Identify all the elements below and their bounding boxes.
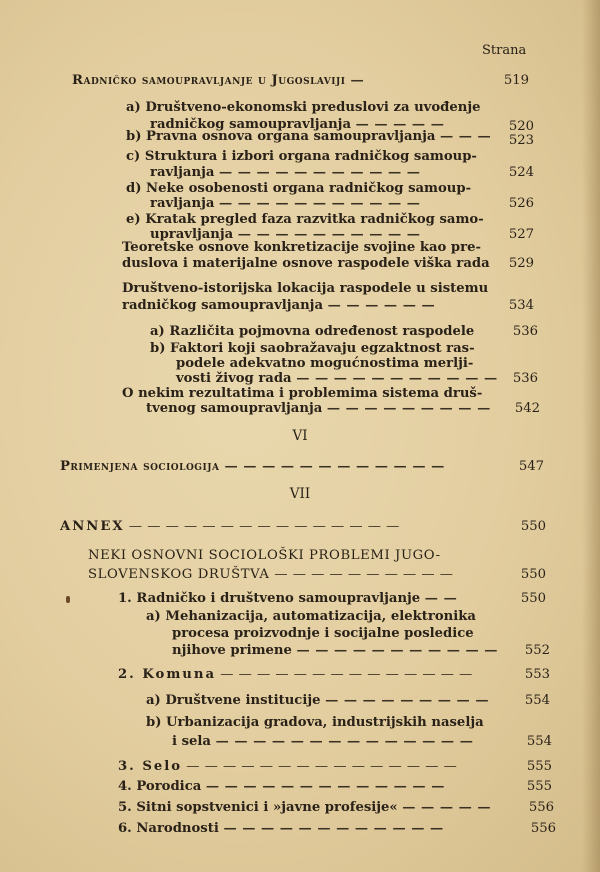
toc-entry: tvenog samoupravljanja — — — — — — — — — — [146, 401, 491, 416]
toc-entry: a) Mehanizacija, automatizacija, elektronika — [146, 609, 476, 624]
toc-entry: a) Društveno-ekonomski preduslovi za uvođenje — [126, 100, 481, 115]
toc-page: 555 — [526, 759, 552, 774]
toc-entry: 6. Narodnosti — — — — — — — — — — — — — [118, 821, 444, 836]
toc-entry: radničkog samoupravljanja — — — — — — — [122, 298, 436, 313]
toc-entry: upravljanja — — — — — — — — — — — [150, 227, 421, 242]
toc-page: 554 — [524, 693, 550, 708]
toc-entry: a) Različita pojmovna određenost raspodele — [150, 324, 475, 339]
toc-page: 534 — [508, 298, 534, 313]
toc-page: 550 — [520, 567, 546, 582]
toc-entry: procesa proizvodnje i socijalne posledice — [172, 626, 474, 641]
strana-header: Strana — [482, 43, 527, 58]
toc-entry: Društveno-istorijska lokacija raspodele u sistemu — [122, 281, 489, 296]
toc-page: 553 — [524, 667, 550, 682]
toc-entry: b) Pravna osnova organa samoupravljanja — — — — [126, 129, 492, 144]
toc-entry: e) Kratak pregled faza razvitka radničkog samo- — [126, 212, 484, 227]
toc-entry: O nekim rezultatima i problemima sistema druš- — [122, 386, 483, 401]
toc-entry: a) Društvene institucije — — — — — — — — — — [146, 693, 490, 708]
toc-entry: vosti živog rada — — — — — — — — — — — — [176, 371, 498, 386]
toc-heading-primenjena: Primenjena sociologija — — — — — — — — — — — — — [60, 459, 445, 474]
toc-page: 520 — [508, 119, 534, 134]
toc-page: 550 — [520, 519, 546, 534]
toc-entry: i sela — — — — — — — — — — — — — — — [172, 734, 474, 749]
toc-page: 550 — [520, 591, 546, 606]
toc-page: 536 — [512, 371, 538, 386]
toc-entry: SLOVENSKOG DRUŠTVA — — — — — — — — — — — [88, 567, 454, 582]
toc-entry: b) Faktori koji saobražavaju egzaktnost ras- — [150, 341, 475, 356]
toc-entry: 4. Porodica — — — — — — — — — — — — — — [118, 779, 445, 794]
toc-page: 556 — [530, 821, 556, 836]
section-roman-vii: VII — [289, 486, 311, 502]
toc-heading-radnicko: Radničko samoupravljanje u Jugoslaviji — — [72, 73, 365, 88]
toc-page: 529 — [508, 256, 534, 271]
toc-entry: 1. Radničko i društveno samoupravljanje — — — [118, 591, 458, 606]
toc-page: 554 — [526, 734, 552, 749]
ink-spot — [66, 596, 70, 603]
toc-entry: c) Struktura i izbori organa radničkog samoup- — [126, 149, 477, 164]
toc-entry: duslova i materijalne osnove raspodele viška rada — [122, 256, 490, 271]
toc-entry: podele adekvatno mogućnostima merlji- — [176, 356, 474, 371]
toc-page: 542 — [514, 401, 540, 416]
toc-page: 556 — [528, 800, 554, 815]
toc-entry: njihove primene — — — — — — — — — — — — [172, 643, 498, 658]
toc-entry: 5. Sitni sopstvenici i »javne profesije« — — — — — — [118, 800, 492, 815]
toc-entry: ravljanja — — — — — — — — — — — — [150, 196, 421, 211]
toc-entry: b) Urbanizacija gradova, industrijskih naselja — [146, 715, 484, 730]
toc-page: 555 — [526, 779, 552, 794]
section-roman-vi: VI — [292, 428, 308, 444]
toc-entry: d) Neke osobenosti organa radničkog samoup- — [126, 181, 472, 196]
toc-page: 552 — [524, 643, 550, 658]
toc-entry: 2. Komuna — — — — — — — — — — — — — — — [118, 667, 473, 682]
toc-heading-annex: ANNEX — — — — — — — — — — — — — — — — [60, 519, 400, 534]
toc-page: 547 — [518, 459, 544, 474]
toc-entry: NEKI OSNOVNI SOCIOLOŠKI PROBLEMI JUGO- — [88, 548, 441, 563]
toc-page: 519 — [503, 73, 529, 88]
toc-entry: 3. Selo — — — — — — — — — — — — — — — — [118, 759, 458, 774]
toc-page: 536 — [512, 324, 538, 339]
toc-page: 526 — [508, 196, 534, 211]
toc-entry: ravljanja — — — — — — — — — — — — [150, 165, 421, 180]
toc-entry: Teoretske osnove konkretizacije svojine kao pre- — [122, 240, 481, 255]
toc-page: 524 — [508, 165, 534, 180]
toc-page: 523 — [508, 133, 534, 148]
toc-page: 527 — [508, 227, 534, 242]
toc-entry: radničkog samoupravljanja — — — — — — [150, 117, 445, 132]
